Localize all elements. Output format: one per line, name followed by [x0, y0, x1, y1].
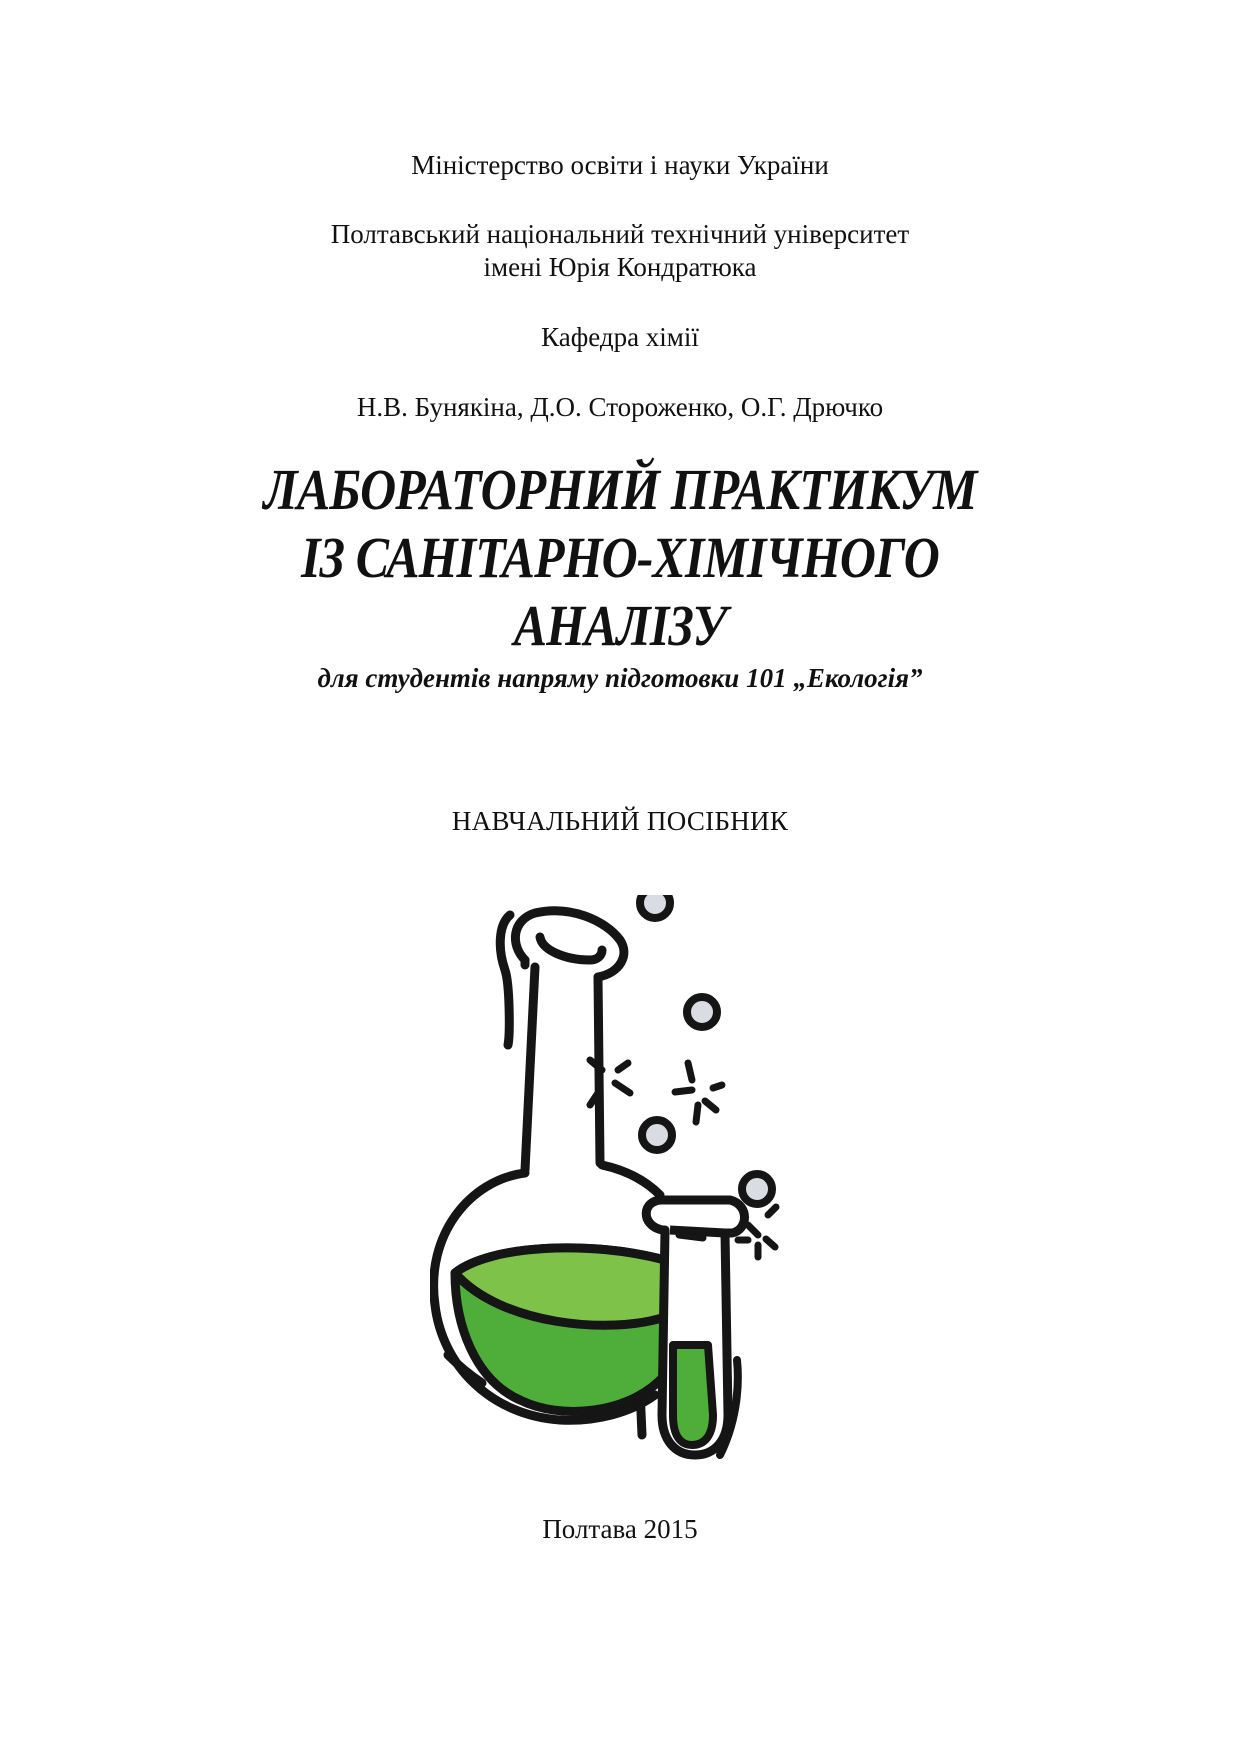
university-name-line2: імені Юрія Кондратюка [483, 252, 757, 282]
title-line1: ЛАБОРАТОРНИЙ ПРАКТИКУМ [263, 457, 977, 522]
publication-place-year: Полтава 2015 [542, 1514, 698, 1544]
chemistry-flask-and-test-tube-icon [430, 895, 830, 1460]
university-name-line1: Полтавський національний технічний університет [330, 219, 910, 249]
publication-genre: НАВЧАЛЬНИЙ ПОСІБНИК [451, 806, 789, 836]
authors: Н.В. Бунякіна, Д.О. Стороженко, О.Г. Дрючко [356, 392, 884, 422]
title-line3: АНАЛІЗУ [513, 593, 727, 658]
subtitle: для студентів напряму підготовки 101 „Екологія” [317, 663, 923, 693]
department-name: Кафедра хімії [541, 322, 699, 352]
ministry-name: Міністерство освіти і науки України [411, 150, 829, 180]
title-line2: ІЗ САНІТАРНО-ХІМІЧНОГО [301, 525, 939, 590]
